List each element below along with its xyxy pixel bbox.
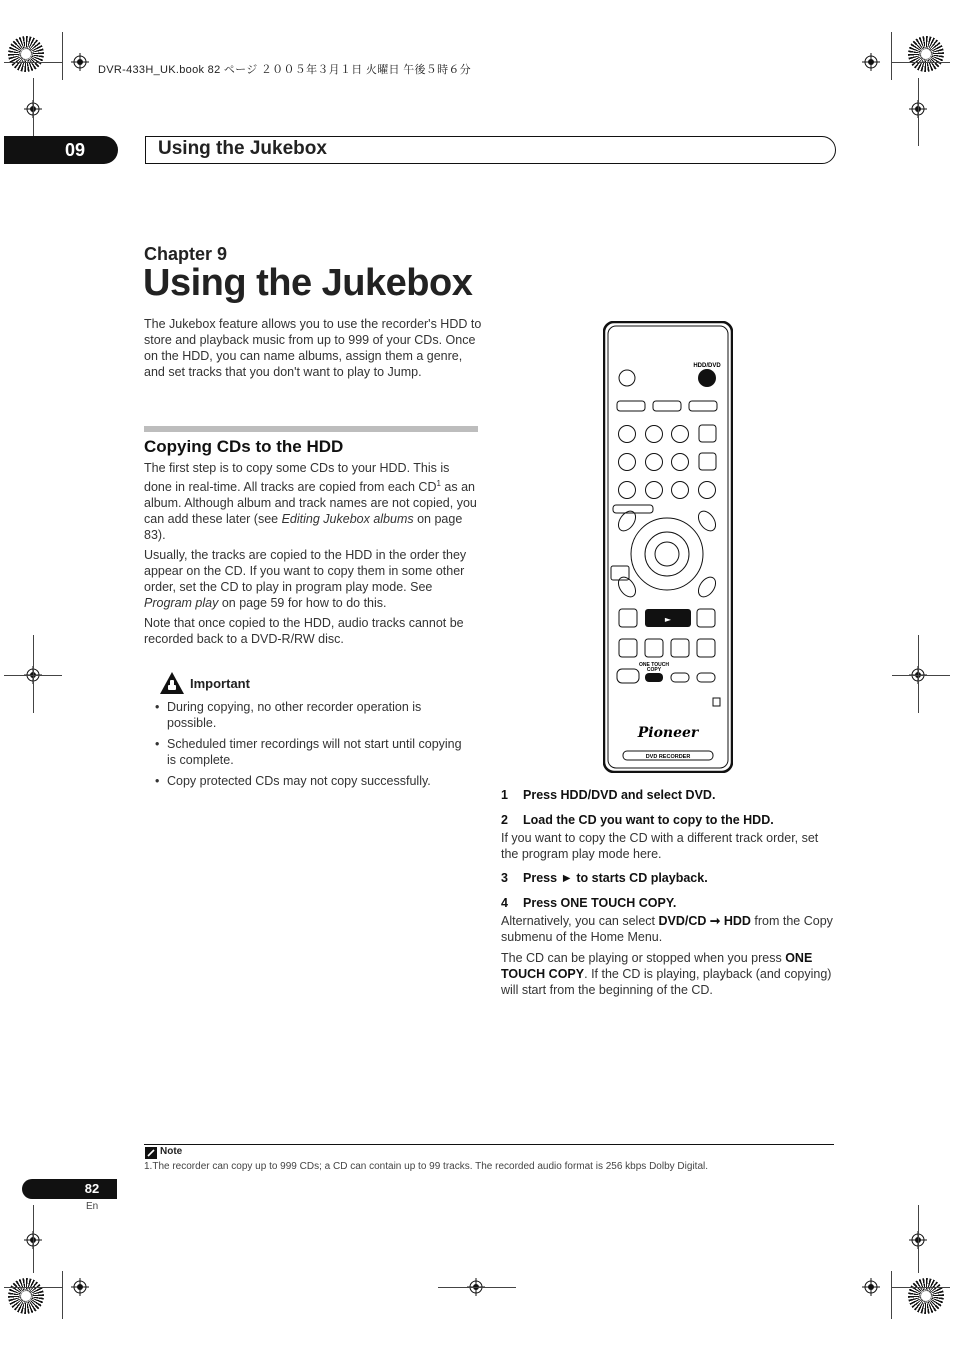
text-span: on page 83).	[144, 512, 463, 543]
important-list	[152, 699, 472, 794]
text-span: The first step is to copy some CDs to your HDD. This is done in real-time. All tracks are copied from each CD	[144, 461, 450, 495]
crop-line	[438, 1287, 516, 1288]
step-body: If you want to copy the CD with a different track order, set the program play mode here.	[501, 831, 819, 861]
cross-reference: Program play	[144, 596, 219, 611]
crop-line	[33, 635, 34, 713]
text-span: The CD can be playing or stopped when you press	[501, 951, 786, 965]
list-item: • During copying, no other recorder operation is possible.	[152, 699, 472, 731]
chapter-tab-title: Using the Jukebox	[158, 138, 327, 159]
crop-line	[891, 32, 892, 80]
important-label: Important	[190, 676, 250, 691]
footnote-text: 1.The recorder can copy up to 999 CDs; a CD can contain up to 99 tracks. The recorded audio format is 256 kbps Dolby Digital.	[144, 1161, 708, 1172]
print-header: DVR-433H_UK.book 82 ページ ２００５年３月１日 火曜日 午後５時６分	[98, 64, 471, 76]
step-body	[501, 913, 837, 945]
crop-line	[4, 1287, 62, 1288]
step-heading	[501, 812, 837, 828]
arrow-icon: ➞	[706, 914, 724, 928]
page-title: Using the Jukebox	[143, 262, 473, 304]
step-heading	[501, 870, 837, 886]
remote-copy-label: COPY	[646, 667, 662, 673]
text-span: on page 59 for how to do this.	[218, 596, 387, 611]
remote-one-touch-label: ONE TOUCH	[639, 662, 669, 668]
step-text: Load the CD you want to copy to the HDD.	[523, 813, 774, 827]
step-number: 1	[501, 788, 508, 802]
section-title: Copying CDs to the HDD	[144, 437, 344, 456]
crosshair-icon	[862, 1278, 880, 1296]
crosshair-icon	[71, 1278, 89, 1296]
crop-line	[62, 1271, 63, 1319]
crop-line	[891, 1271, 892, 1319]
page-number: 82	[84, 1181, 100, 1196]
footnote-ref: 1	[436, 479, 441, 488]
one-touch-copy-button-icon	[645, 673, 663, 682]
warning-hand-icon	[159, 671, 185, 695]
crop-line	[892, 1287, 950, 1288]
section-divider	[144, 426, 478, 432]
chapter-tab-number: 09	[64, 140, 86, 160]
crop-line	[62, 32, 63, 80]
step-text: Press ONE TOUCH COPY.	[523, 896, 677, 910]
crop-line	[918, 635, 919, 713]
text-span: as an album. Although album and track names are not copied, you can add these later (see	[144, 480, 477, 527]
step-body	[501, 950, 837, 998]
crop-line	[918, 78, 919, 146]
step-text: Press ► to starts CD playback.	[523, 871, 708, 885]
crosshair-icon	[71, 53, 89, 71]
language-code: En	[86, 1201, 99, 1212]
registration-star-icon	[8, 36, 44, 72]
crop-line	[892, 62, 950, 63]
crop-line	[33, 1205, 34, 1273]
note-label: Note	[160, 1146, 183, 1157]
crop-line	[892, 675, 950, 676]
step-number: 4	[501, 896, 508, 910]
step-number: 3	[501, 871, 508, 885]
chapter-label: Chapter 9	[144, 244, 228, 264]
remote-model-label: DVD RECORDER	[645, 754, 691, 760]
crop-line	[4, 62, 62, 63]
step-heading	[501, 895, 837, 911]
step-heading	[501, 787, 837, 803]
steps-list	[501, 787, 837, 1006]
section-paragraph-3: Note that once copied to the HDD, audio tracks cannot be recorded back to a DVD-R/RW disc.	[144, 616, 464, 647]
step-number: 2	[501, 813, 508, 827]
remote-control-illustration	[603, 321, 733, 773]
crosshair-icon	[862, 53, 880, 71]
crop-line	[918, 1205, 919, 1273]
section-paragraph-2	[144, 547, 480, 611]
text-span: DVD/CD	[658, 914, 707, 928]
text-span: Usually, the tracks are copied to the HDD in the order they appear on the CD. If you want to copy them in some other order, set the CD to play in program play mode. See	[144, 548, 467, 595]
note-divider	[144, 1144, 834, 1145]
text-span: . If the CD is playing, playback (and copying) will start from the beginning of the CD.	[501, 967, 832, 997]
text-span: HDD	[723, 914, 751, 928]
section-body	[144, 460, 480, 651]
list-item: • Copy protected CDs may not copy successfully.	[152, 773, 472, 789]
remote-brand-logo: Pioneer	[637, 725, 699, 741]
text-span: Alternatively, you can select	[501, 914, 659, 928]
text-span: from the Copy submenu of the Home Menu.	[501, 914, 833, 944]
remote-play-symbol: ►	[664, 615, 672, 624]
intro-paragraph	[144, 316, 484, 384]
list-item: • Scheduled timer recordings will not start until copying is complete.	[152, 736, 472, 768]
step-text: Press HDD/DVD and select DVD.	[523, 788, 716, 802]
registration-star-icon	[908, 36, 944, 72]
section-paragraph-1	[144, 460, 480, 543]
pencil-note-icon	[145, 1147, 157, 1159]
intro-text: The Jukebox feature allows you to use the recorder's HDD to store and playback music from up to 999 of your CDs. Once on the HDD, you can name albums, assign them a genre, and set tracks that you don't want to play to Jump.	[144, 317, 482, 379]
registration-star-icon	[908, 1278, 944, 1314]
cross-reference: Editing Jukebox albums	[281, 512, 414, 527]
crop-line	[4, 675, 62, 676]
hdd-dvd-button-icon	[698, 369, 716, 387]
registration-star-icon	[8, 1278, 44, 1314]
text-span: ONE TOUCH COPY	[501, 951, 813, 981]
remote-hdd-dvd-label: HDD/DVD	[693, 363, 721, 369]
